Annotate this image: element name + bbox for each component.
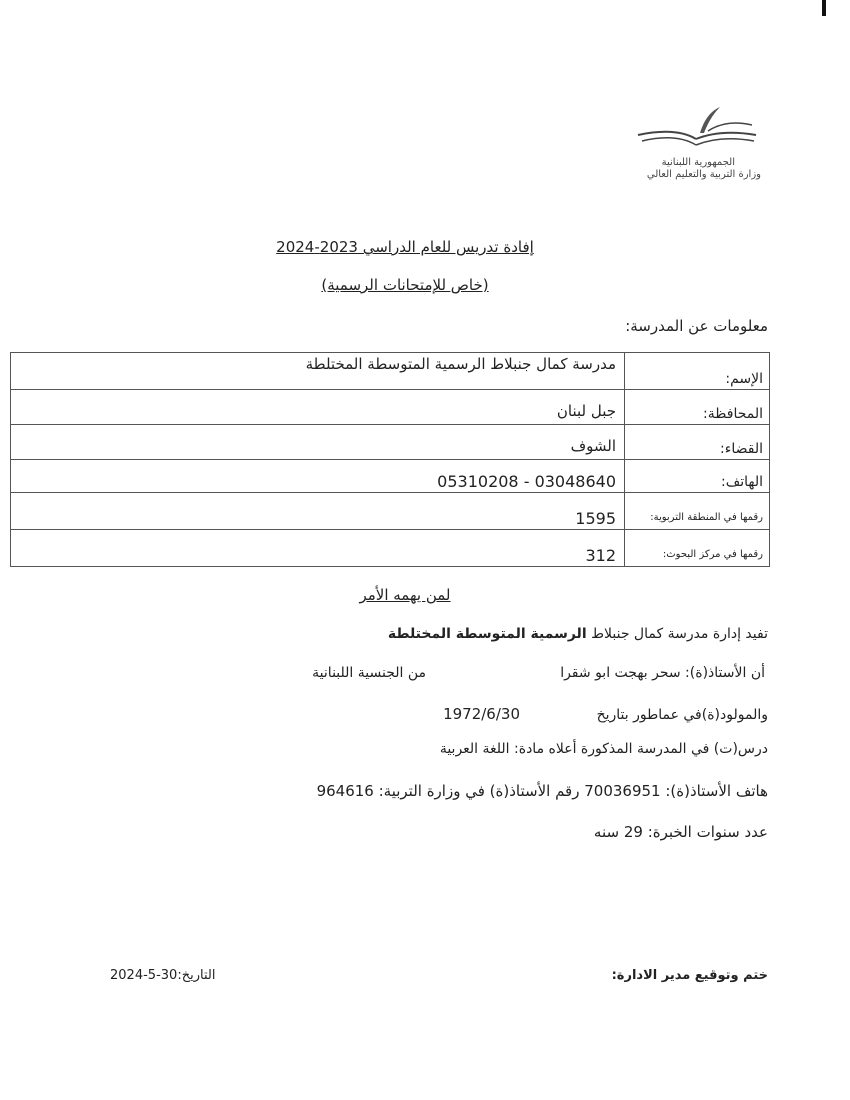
birth-date: 1972/6/30 xyxy=(443,705,520,723)
phone-value: 03048640 - 05310208 xyxy=(11,460,625,493)
document-date: التاريخ:30-5-2024 xyxy=(110,968,216,983)
table-row xyxy=(11,353,770,390)
document-subtitle: (خاص للإمتحانات الرسمية) xyxy=(321,276,489,294)
certification-line xyxy=(388,626,768,642)
logo-country-text: الجمهورية اللبنانية xyxy=(661,157,735,168)
table-row xyxy=(11,530,770,567)
document-title: إفادة تدريس للعام الدراسي 2023-2024 xyxy=(276,238,534,256)
scan-edge-mark xyxy=(822,0,826,16)
school-name-label: الإسم: xyxy=(625,353,770,390)
experience-line: عدد سنوات الخبرة: 29 سنه xyxy=(593,823,768,841)
educational-zone-number-label: رقمها في المنطقة التربوية: xyxy=(625,493,770,530)
school-info-table xyxy=(10,352,770,567)
district-value: الشوف xyxy=(11,425,625,460)
ministry-logo xyxy=(636,105,761,180)
phone-label: الهاتف: xyxy=(625,460,770,493)
school-admin-text: تفيد إدارة مدرسة كمال جنبلاط xyxy=(591,626,768,642)
table-row xyxy=(11,493,770,530)
teacher-phone-line: هاتف الأستاذ(ة): 70036951 رقم الأستاذ(ة) في وزارة التربية: 964616 xyxy=(316,782,768,800)
to-whom-heading: لمن يهمه الأمر xyxy=(359,586,451,604)
principal-signature-label: ختم وتوقيع مدير الادارة: xyxy=(611,968,768,983)
research-center-number-value: 312 xyxy=(11,530,625,567)
table-row xyxy=(11,390,770,425)
educational-zone-number-value: 1595 xyxy=(11,493,625,530)
school-name-value: مدرسة كمال جنبلاط الرسمية المتوسطة المختلطة xyxy=(11,353,625,390)
school-type-text: الرسمية المتوسطة المختلطة xyxy=(387,626,587,642)
subject-line: درس(ت) في المدرسة المذكورة أعلاه مادة: اللغة العربية xyxy=(439,741,768,757)
district-label: القضاء: xyxy=(625,425,770,460)
governorate-value: جبل لبنان xyxy=(11,390,625,425)
birth-place-line: والمولود(ة)في عماطور بتاريخ xyxy=(596,707,768,723)
table-row xyxy=(11,460,770,493)
logo-ministry-text: وزارة التربية والتعليم العالي xyxy=(646,169,761,180)
school-info-heading: معلومات عن المدرسة: xyxy=(625,317,768,335)
teacher-name-line: أن الأستاذ(ة): سحر بهجت ابو شقرا xyxy=(560,665,765,681)
open-book-icon xyxy=(636,105,761,155)
nationality-line: من الجنسية اللبنانية xyxy=(312,665,426,681)
governorate-label: المحافظة: xyxy=(625,390,770,425)
research-center-number-label: رقمها في مركز البحوث: xyxy=(625,530,770,567)
table-row xyxy=(11,425,770,460)
